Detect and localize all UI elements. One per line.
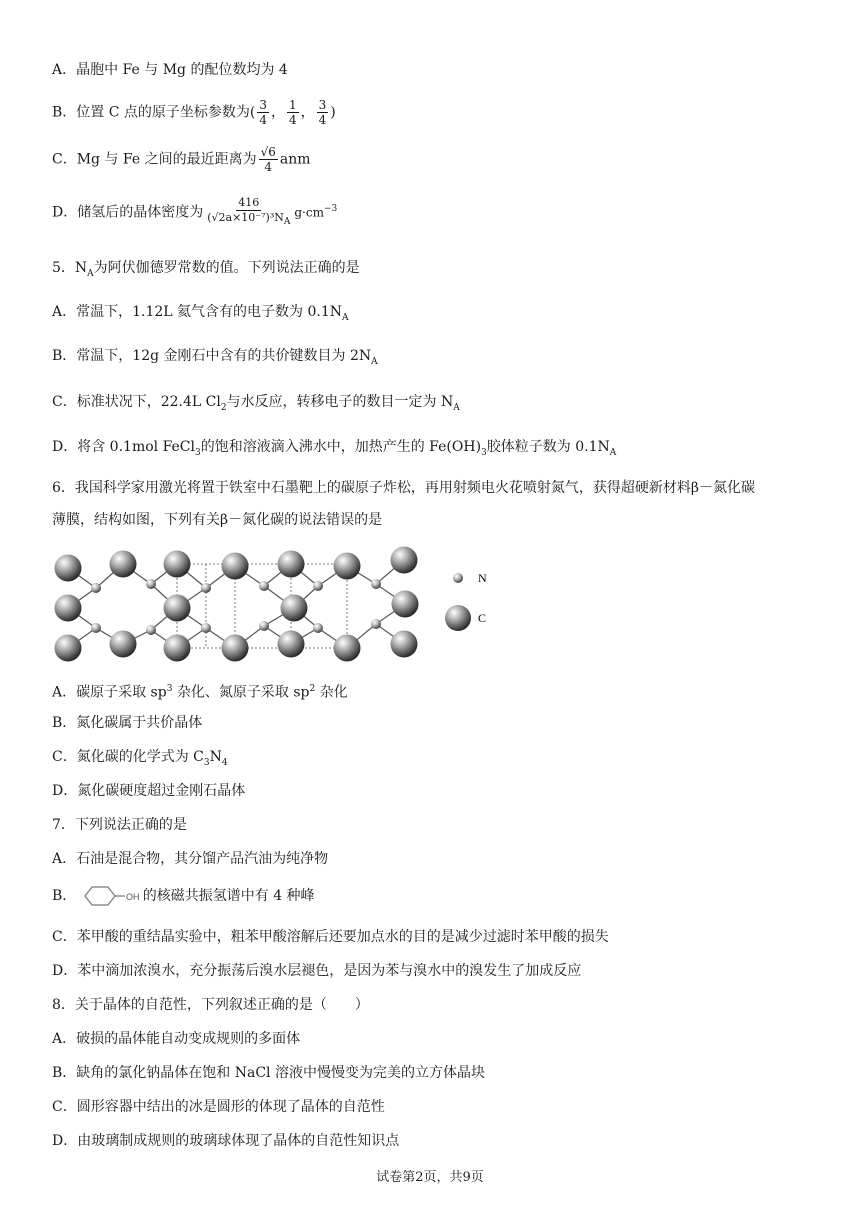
fraction: $\frac{416}{(√2a\times 10^{-7})^3N_A}$ [207, 196, 291, 228]
carbon-atom [278, 631, 305, 658]
fraction: $\frac{√6}{4}$ [260, 145, 276, 174]
carbon-atom [55, 595, 82, 622]
carbon-atom [278, 551, 305, 578]
q6-option-b: B．氮化碳属于共价晶体 [52, 715, 203, 731]
fraction: $\frac{1}{4}$ [289, 98, 297, 127]
carbon-atom [164, 595, 191, 622]
q7-option-a: A．石油是混合物，其分馏产品汽油为纯净物 [52, 851, 329, 867]
fraction: $\frac{3}{4}$ [259, 98, 268, 127]
q5-option-c: C．标准状况下，22.4L $Cl_2$与水反应，转移电子的数目一定为 $N_A$ [52, 394, 460, 413]
carbon-atom [391, 631, 418, 658]
oh-label: OH [125, 892, 140, 902]
nitrogen-atom [371, 619, 381, 629]
q4-option-d: D．储氢后的晶体密度为 $\frac{416}{(√2a\times 10^{-7})^3N_A}$ $g\cdot cm^{-3}$ [52, 196, 338, 228]
nitrogen-atom [371, 579, 381, 589]
carbon-atom [55, 555, 82, 582]
carbon-atom [222, 553, 249, 580]
carbon-atom [334, 553, 361, 580]
q7-stem: 7．下列说法正确的是 [52, 817, 187, 833]
nitrogen-atom [146, 579, 156, 589]
q8-option-d: D．由玻璃制成规则的玻璃球体现了晶体的自范性知识点 [52, 1133, 400, 1149]
nitrogen-atom [201, 583, 211, 593]
carbon-atom [164, 635, 191, 662]
q8-stem: 8．关于晶体的自范性，下列叙述正确的是（ ） [52, 997, 369, 1013]
carbon-atom [55, 635, 82, 662]
carbon-atom [110, 551, 137, 578]
carbon-atom [164, 551, 191, 578]
nitrogen-atom [91, 583, 101, 593]
q6-option-a: A．碳原子采取 $sp^3$ 杂化、氮原子采取 $sp^2$ 杂化 [52, 684, 348, 701]
q6-stem-line2: 薄膜，结构如图，下列有关β－氮化碳的说法错误的是 [52, 512, 383, 528]
carbon-atom [334, 635, 361, 662]
q5-option-b: B．常温下，12g 金刚石中含有的共价键数目为 $2N_A$ [52, 348, 378, 367]
page-footer: 试卷第2页，共9页 [376, 1170, 484, 1185]
q4-option-c: C．Mg 与 Fe 之间的最近距离为 $\frac{√6}{4}$ anm [52, 145, 311, 174]
legend-n-atom [453, 573, 463, 583]
cyclohexanol-structure-icon [81, 885, 143, 907]
carbon-atom [222, 635, 249, 662]
fraction: $\frac{3}{4}$ [318, 98, 327, 127]
nitrogen-atom [146, 625, 156, 635]
legend-n-label: N [478, 571, 487, 585]
carbon-atom [110, 631, 137, 658]
nitrogen-atom [313, 581, 323, 591]
q7-option-c: C．苯甲酸的重结晶实验中，粗苯甲酸溶解后还要加点水的目的是减少过滤时苯甲酸的损失 [52, 929, 609, 945]
legend [445, 571, 487, 631]
q5-option-a: A．常温下，1.12L 氦气含有的电子数为 $0.1N_A$ [52, 304, 349, 323]
carbon-atom [391, 547, 418, 574]
nitrogen-atom [201, 623, 211, 633]
nitrogen-atom [313, 623, 323, 633]
q5-stem: 5．$N_A$为阿伏伽德罗常数的值。下列说法正确的是 [52, 260, 360, 279]
beta-carbon-nitride-structure-figure [46, 536, 506, 672]
q6-stem-line1: 6．我国科学家用激光将置于铁室中石墨靶上的碳原子炸松，再用射频电火花喷射氮气，获得超硬新材料β－氮化碳 [52, 480, 755, 496]
q8-option-c: C．圆形容器中结出的冰是圆形的体现了晶体的自范性 [52, 1099, 385, 1115]
q4-option-a: A．晶胞中 Fe 与 Mg 的配位数均为 4 [52, 62, 288, 78]
carbon-atom [392, 591, 419, 618]
carbon-atom [281, 595, 308, 622]
q8-option-b: B．缺角的氯化钠晶体在饱和 NaCl 溶液中慢慢变为完美的立方体晶块 [52, 1065, 485, 1081]
nitrogen-atom [91, 623, 101, 633]
nitrogen-atom [259, 581, 269, 591]
q6-option-d: D．氮化碳硬度超过金刚石晶体 [52, 783, 246, 799]
q7-option-b: B． OH 的核磁共振氢谱中有 4 种峰 [52, 885, 315, 907]
legend-c-label: C [478, 611, 487, 625]
q7-option-d: D．苯中滴加浓溴水，充分振荡后溴水层褪色，是因为苯与溴水中的溴发生了加成反应 [52, 963, 582, 979]
q4-option-b: B．位置 C 点的原子坐标参数为( $\frac{3}{4}$ ， $\frac{1}{4}$ ， $\frac{3}{4}$ ) [52, 98, 336, 127]
q5-option-d: D．将含 0.1mol FeCl$_3$的饱和溶液滴入沸水中，加热产生的 $Fe(OH)_3$胶体粒子数为 $0.1N_A$ [52, 439, 617, 458]
legend-c-atom [445, 605, 471, 631]
q8-option-a: A．破损的晶体能自动变成规则的多面体 [52, 1031, 301, 1047]
q6-option-c: C．氮化碳的化学式为 $C_3N_4$ [52, 749, 228, 768]
nitrogen-atom [259, 621, 269, 631]
